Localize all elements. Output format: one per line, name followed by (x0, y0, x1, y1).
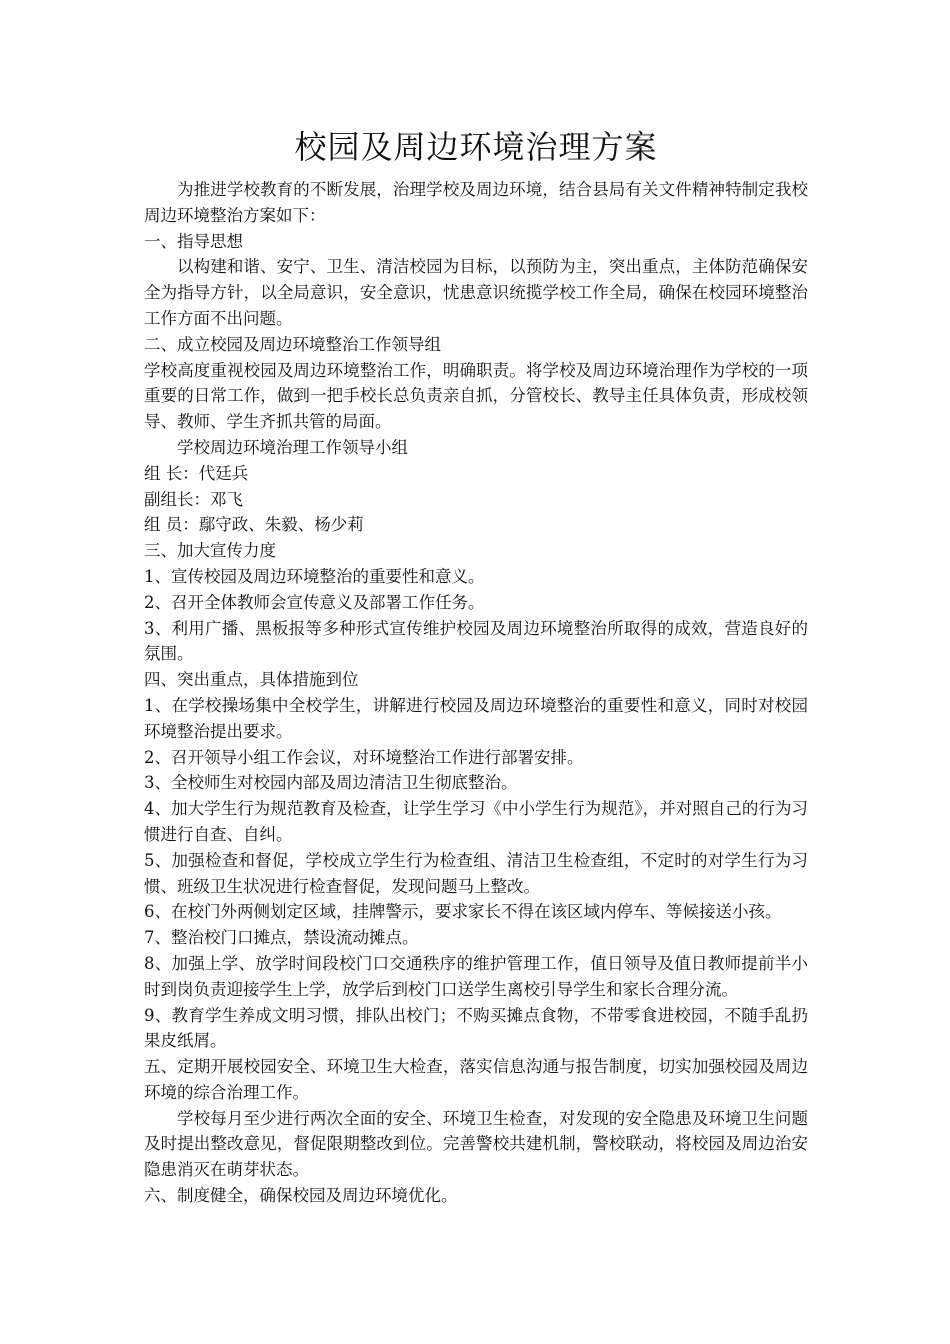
section-heading-key-measures: 四、突出重点，具体措施到位 (144, 670, 359, 690)
inspection-paragraph: 学校每月至少进行两次全面的安全、环境卫生检查，对发现的安全隐患及环境卫生问题及时提出整改意见，督促限期整改到位。完善警校共建机制，警校联动，将校园及周边治安隐患消灭在萌芽状态。 (144, 1108, 808, 1180)
section-heading-publicity: 三、加大宣传力度 (144, 541, 276, 561)
measure-item: 8、加强上学、放学时间段校门口交通秩序的维护管理工作，值日领导及值日教师提前半小时到岗负责迎接学生上学，放学后到校门口送学生离校引导学生和家长合理分流。 (144, 953, 808, 999)
leadership-group-paragraph: 学校高度重视校园及周边环境整治工作，明确职责。将学校及周边环境治理作为学校的一项重要的日常工作，做到一把手校长总负责亲自抓，分管校长、教导主任具体负责，形成校领导、教师、学生齐抓共管的局面。 (144, 360, 808, 432)
measure-item: 1、在学校操场集中全校学生，讲解进行校园及周边环境整治的重要性和意义，同时对校园环境整治提出要求。 (144, 695, 808, 741)
group-members: 组 员：鄢守政、朱毅、杨少莉 (144, 515, 364, 535)
leadership-group-title: 学校周边环境治理工作领导小组 (177, 437, 408, 457)
measure-item: 3、全校师生对校园内部及周边清洁卫生彻底整治。 (144, 773, 518, 793)
publicity-item: 2、召开全体教师会宣传意义及部署工作任务。 (144, 592, 485, 612)
measure-item: 6、在校门外两侧划定区域，挂牌警示，要求家长不得在该区域内停车、等候接送小孩。 (144, 902, 782, 922)
group-leader: 组 长：代廷兵 (144, 463, 249, 483)
measure-item: 4、加大学生行为规范教育及检查，让学生学习《中小学生行为规范》，并对照自己的行为习惯进行自查、自纠。 (144, 799, 808, 844)
intro-paragraph: 为推进学校教育的不断发展，治理学校及周边环境，结合县局有关文件精神特制定我校周边环境整治方案如下： (144, 180, 808, 225)
section-heading-guiding-ideology: 一、指导思想 (144, 231, 243, 251)
section-heading-leadership-group: 二、成立校园及周边环境整治工作领导组 (144, 334, 441, 354)
section-heading-system: 六、制度健全，确保校园及周边环境优化。 (144, 1186, 458, 1206)
document-page (144, 125, 808, 1209)
document-title: 校园及周边环境治理方案 (294, 128, 658, 166)
guiding-ideology-paragraph: 以构建和谐、安宁、卫生、清洁校园为目标，以预防为主，突出重点，主体防范确保安全为指导方针，以全局意识，安全意识，忧患意识统揽学校工作全局，确保在校园环境整治工作方面不出问题。 (144, 257, 808, 328)
publicity-item: 3、利用广播、黑板报等多种形式宣传维护校园及周边环境整治所取得的成效，营造良好的氛围。 (144, 618, 808, 664)
publicity-item: 1、宣传校园及周边环境整治的重要性和意义。 (144, 566, 485, 586)
measure-item: 2、召开领导小组工作会议，对环境整治工作进行部署安排。 (144, 747, 584, 767)
section-heading-inspection: 五、定期开展校园安全、环境卫生大检查，落实信息沟通与报告制度，切实加强校园及周边环境的综合治理工作。 (144, 1057, 808, 1102)
group-deputy-leader: 副组长：邓飞 (144, 489, 243, 509)
measure-item: 9、教育学生养成文明习惯，排队出校门；不购买摊点食物，不带零食进校园，不随手乱扔果皮纸屑。 (144, 1005, 808, 1051)
measure-item: 7、整治校门口摊点，禁设流动摊点。 (144, 928, 419, 948)
measure-item: 5、加强检查和督促，学校成立学生行为检查组、清洁卫生检查组，不定时的对学生行为习惯、班级卫生状况进行检查督促，发现问题马上整改。 (144, 850, 808, 896)
